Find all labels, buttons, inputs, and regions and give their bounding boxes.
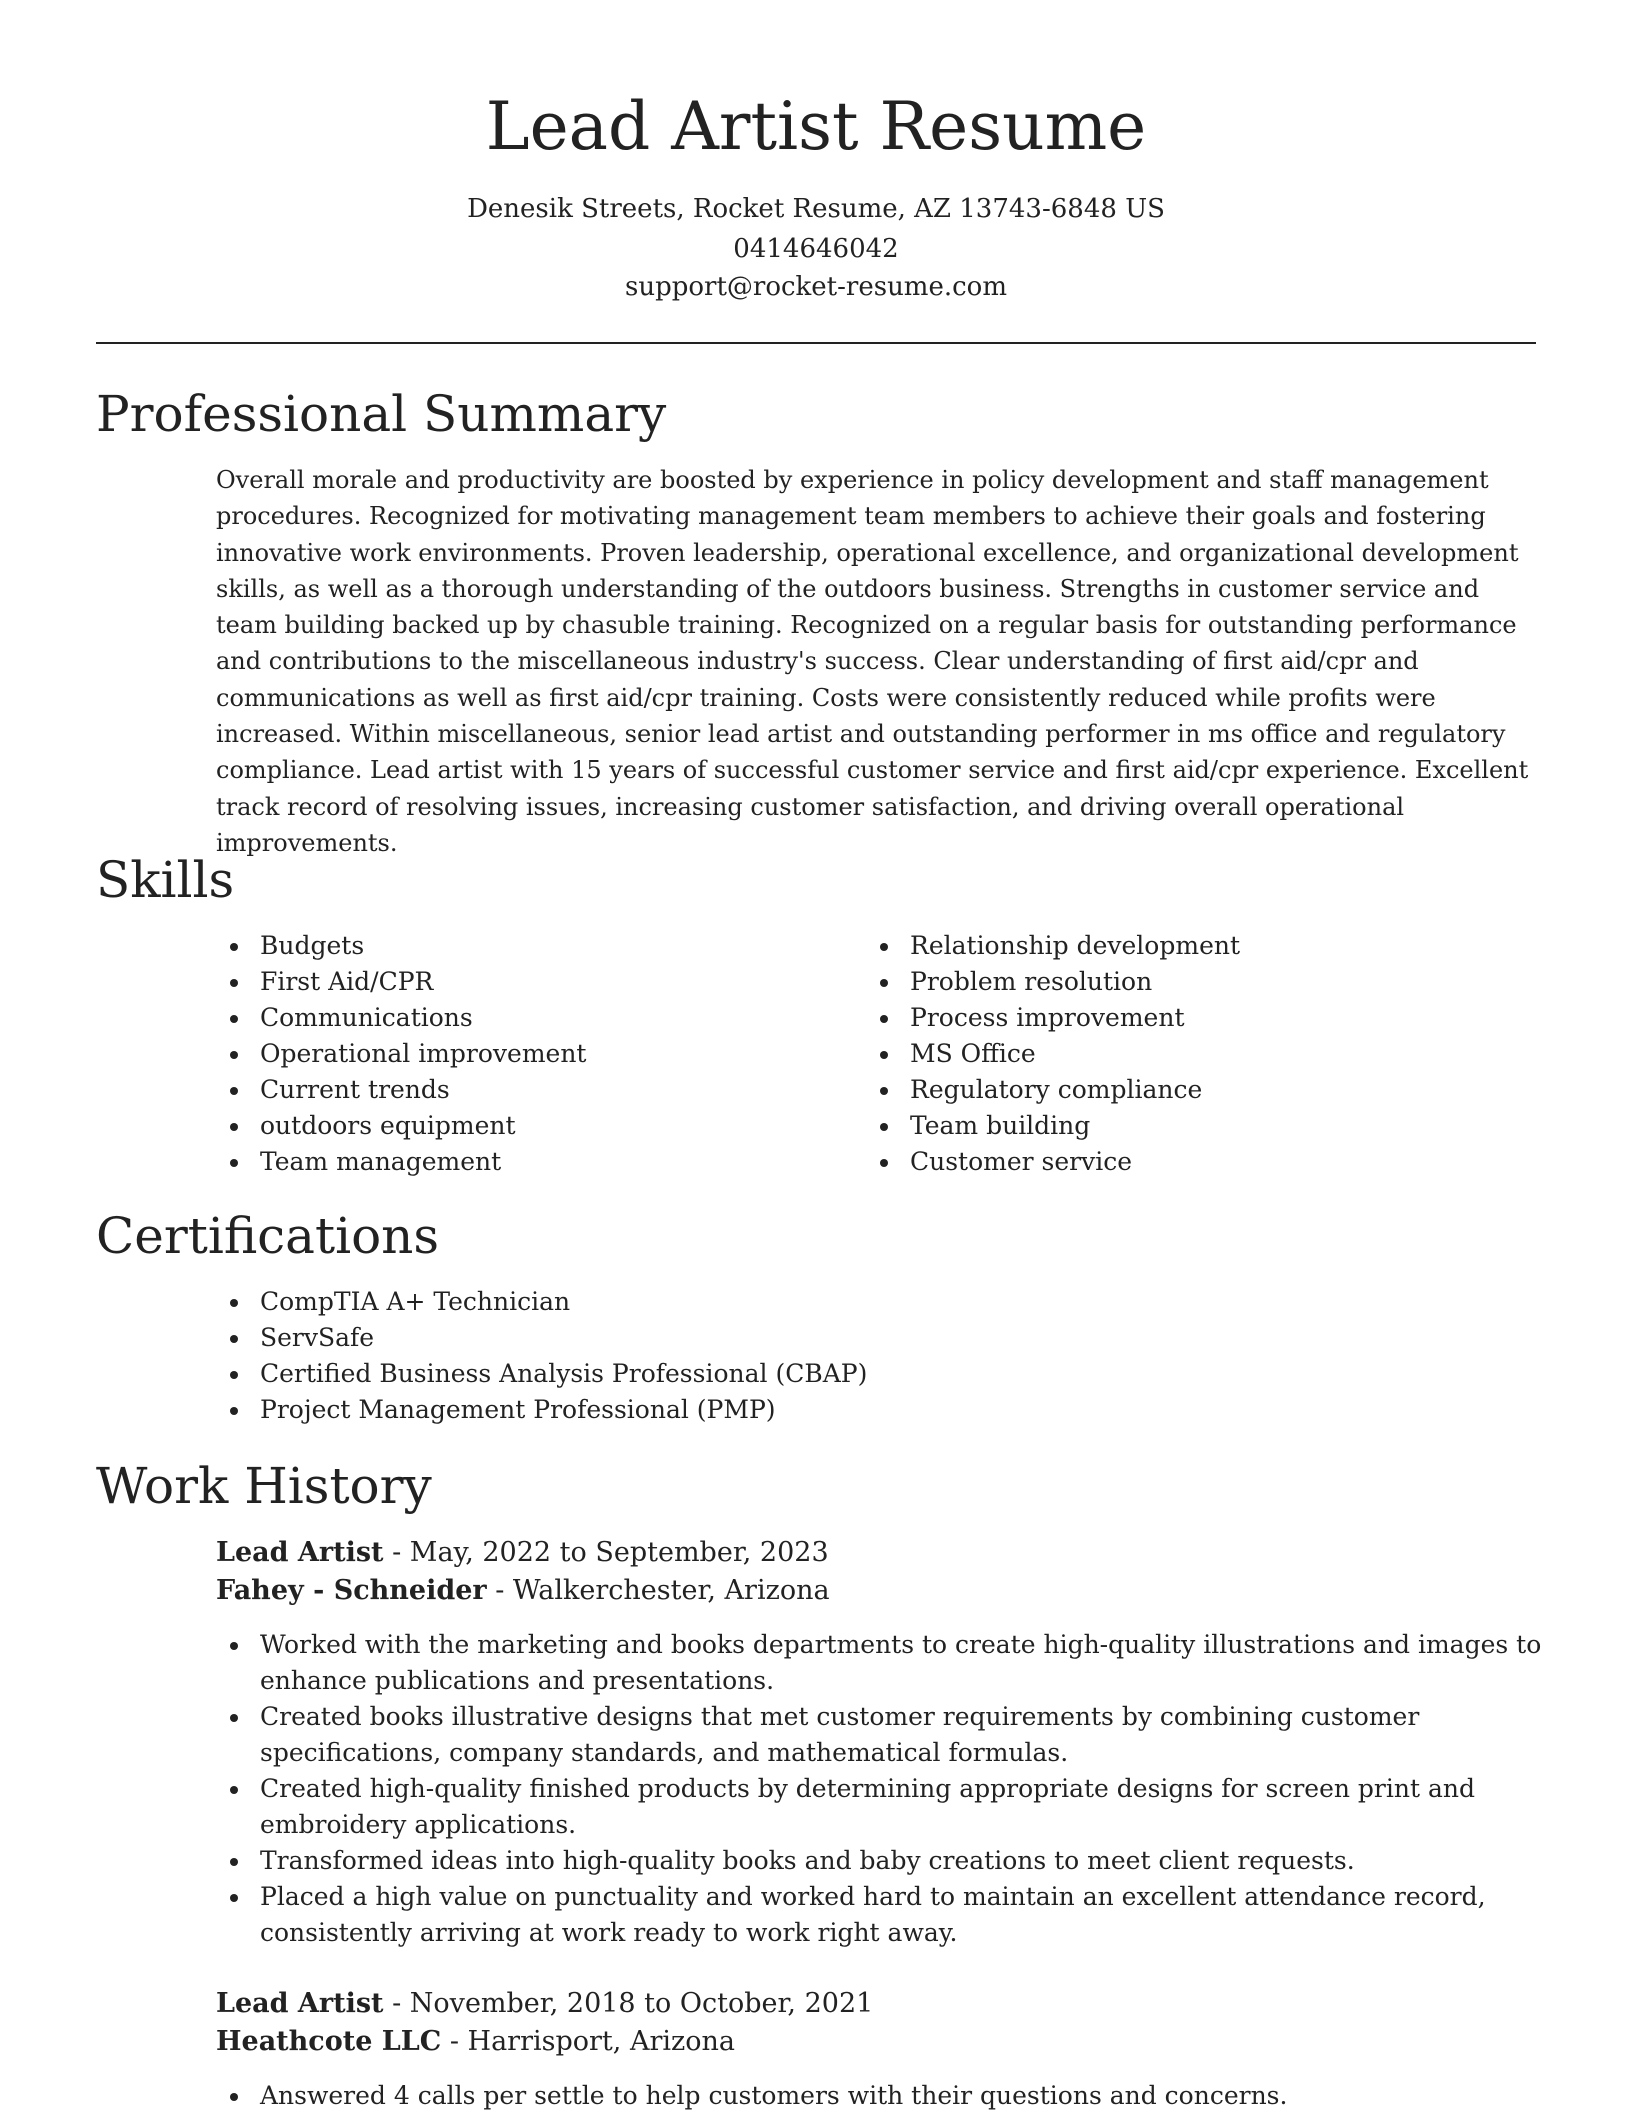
certifications-heading: Certifications (96, 1207, 440, 1265)
skill-item: Process improvement (866, 1000, 1240, 1036)
contact-address: Denesik Streets, Rocket Resume, AZ 13743-6848 US (467, 194, 1165, 224)
skill-item: outdoors equipment (216, 1108, 586, 1144)
job-bullet: Created high-quality finished products by determining appropriate designs for screen print and embroidery applications. (216, 1771, 1546, 1843)
summary-heading: Professional Summary (96, 385, 667, 443)
contact-email: support@rocket-resume.com (624, 272, 1007, 302)
certification-item: ServSafe (216, 1320, 867, 1356)
summary-text: Overall morale and productivity are boosted by experience in policy development and staff management procedures. Recognized for motivating management team members to achieve their goals and fostering innovative work environments. Proven leadership, operational excellence, and organizational development skills, as well as a thorough understanding of the outdoors business. Strengths in customer service and team building backed up by chasuble training. Recognized on a regular basis for outstanding performance and contributions to the miscellaneous industry's success. Clear understanding of first aid/cpr and communications as well as first aid/cpr training. Costs were consistently reduced while profits were increased. Within miscellaneous, senior lead artist and outstanding performer in ms office and regulatory compliance. Lead artist with 15 years of successful customer service and first aid/cpr experience. Excellent track record of resolving issues, increasing customer satisfaction, and driving overall operational improvements. (216, 466, 1529, 857)
skill-item: Regulatory compliance (866, 1072, 1240, 1108)
header-divider (96, 342, 1536, 344)
skill-item: Budgets (216, 928, 586, 964)
job-company: Fahey - Schneider (216, 1575, 487, 1606)
job-title-line (216, 1534, 829, 1572)
skill-item: Problem resolution (866, 964, 1240, 1000)
page-title: Lead Artist Resume (485, 88, 1147, 165)
job-title: Lead Artist (216, 1537, 384, 1568)
skill-item: First Aid/CPR (216, 964, 586, 1000)
certification-item: CompTIA A+ Technician (216, 1284, 867, 1320)
skill-item: Current trends (216, 1072, 586, 1108)
certifications-list (216, 1284, 867, 1428)
work-history-heading: Work History (96, 1457, 432, 1515)
skills-list-right (866, 928, 1240, 1180)
skill-item: Operational improvement (216, 1036, 586, 1072)
job-bullets (216, 1627, 1546, 1951)
job-bullet: Transformed ideas into high-quality books and baby creations to meet client requests. (216, 1843, 1546, 1879)
job-company-line (216, 1572, 830, 1610)
skill-item: Relationship development (866, 928, 1240, 964)
job-company: Heathcote LLC (216, 2026, 442, 2057)
certification-item: Certified Business Analysis Professional (CBAP) (216, 1356, 867, 1392)
contact-phone: 0414646042 (733, 234, 899, 264)
certification-item: Project Management Professional (PMP) (216, 1392, 867, 1428)
job-location: - Walkerchester, Arizona (486, 1575, 830, 1606)
skills-heading: Skills (96, 851, 235, 909)
skill-item: Communications (216, 1000, 586, 1036)
skill-item: Team building (866, 1108, 1240, 1144)
job-dates: - May, 2022 to September, 2023 (383, 1537, 829, 1568)
job-dates: - November, 2018 to October, 2021 (383, 1988, 874, 2019)
job-bullet: Created books illustrative designs that met customer requirements by combining customer specifications, company standards, and mathematical formulas. (216, 1699, 1546, 1771)
job-title-line (216, 1985, 873, 2023)
skill-item: MS Office (866, 1036, 1240, 1072)
job-title: Lead Artist (216, 1988, 384, 2019)
job-bullet: Answered 4 calls per settle to help customers with their questions and concerns. (216, 2078, 1546, 2114)
skill-item: Customer service (866, 1144, 1240, 1180)
skill-item: Team management (216, 1144, 586, 1180)
job-bullet: Placed a high value on punctuality and worked hard to maintain an excellent attendance record, consistently arriving at work ready to work right away. (216, 1879, 1546, 1951)
job-bullet: Worked with the marketing and books departments to create high-quality illustrations and images to enhance publications and presentations. (216, 1627, 1546, 1699)
skills-list-left (216, 928, 586, 1180)
job-company-line (216, 2023, 735, 2061)
job-bullets (216, 2078, 1546, 2114)
job-location: - Harrisport, Arizona (441, 2026, 735, 2057)
